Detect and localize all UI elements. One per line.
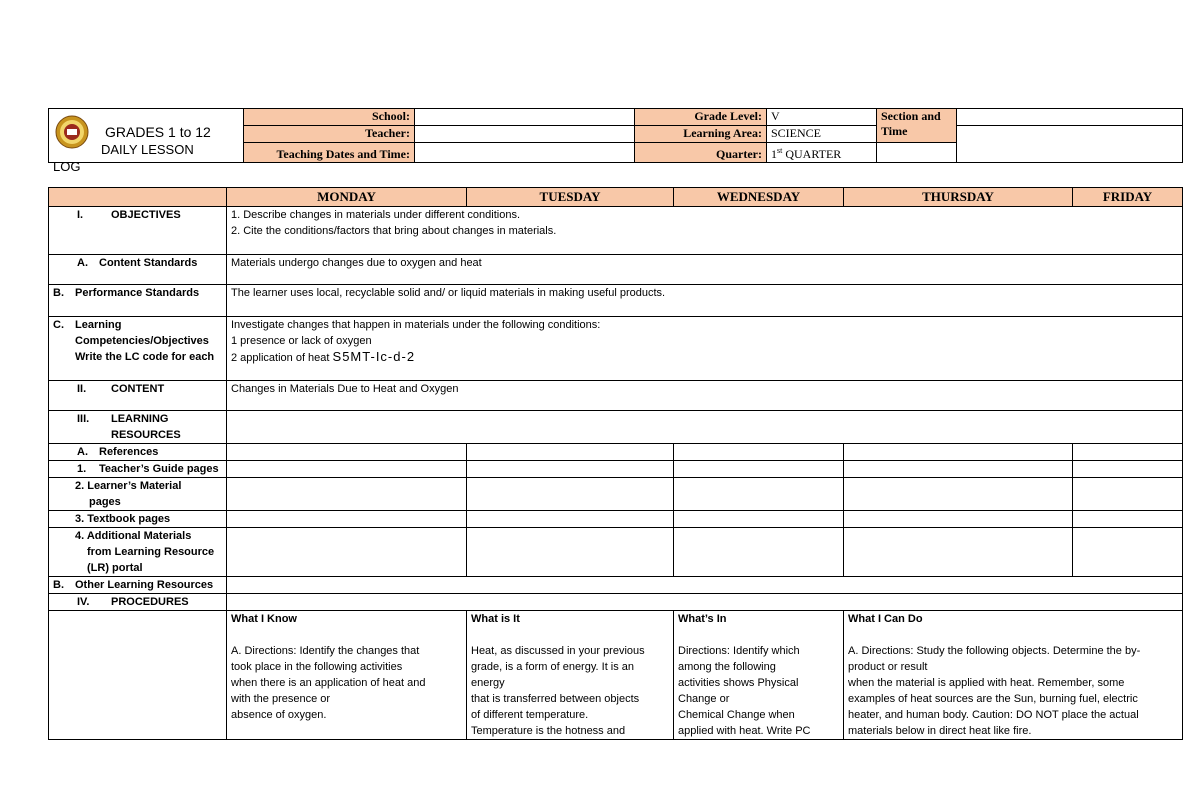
procedure-wednesday-line: among the following <box>678 661 776 673</box>
learning-resources-title-1: LEARNING <box>111 413 169 425</box>
references-title: References <box>99 446 159 458</box>
procedure-thursday-line: examples of heat sources are the Sun, burning fuel, electric <box>848 693 1138 705</box>
references-label <box>49 444 227 461</box>
performance-standards-number: B. <box>53 287 64 299</box>
procedure-wednesday-line: Directions: Identify which <box>678 645 800 657</box>
lm-wednesday[interactable] <box>674 478 844 511</box>
procedure-wednesday-line: Change or <box>678 693 730 705</box>
performance-standards-label <box>49 285 227 317</box>
content-standards-number: A. <box>77 257 88 269</box>
procedure-monday-title: What I Know <box>231 613 297 625</box>
teachers-guide-label <box>49 461 227 478</box>
other-resources-content[interactable] <box>227 577 1183 594</box>
learners-material-title-2: pages <box>89 496 121 508</box>
tg-wednesday[interactable] <box>674 461 844 478</box>
school-label: School: <box>244 109 415 126</box>
references-thursday[interactable] <box>844 444 1073 461</box>
additional-materials-title-2: from Learning Resource <box>87 546 215 558</box>
procedure-thursday-line: heater, and human body. Caution: DO NOT place the actual <box>848 709 1139 721</box>
teachers-guide-title: Teacher’s Guide pages <box>99 463 219 475</box>
tb-wednesday[interactable] <box>674 511 844 528</box>
procedure-tuesday[interactable] <box>467 611 674 740</box>
lm-friday[interactable] <box>1073 478 1183 511</box>
objectives-title: OBJECTIVES <box>111 209 181 221</box>
lc-line-3: 2 application of heat <box>231 352 333 364</box>
am-wednesday[interactable] <box>674 528 844 577</box>
tb-tuesday[interactable] <box>467 511 674 528</box>
procedure-monday-line: took place in the following activities <box>231 661 403 673</box>
lm-tuesday[interactable] <box>467 478 674 511</box>
learning-resources-content[interactable] <box>227 411 1183 444</box>
procedure-wednesday[interactable] <box>674 611 844 740</box>
quarter-suffix: st <box>777 146 783 155</box>
quarter-label: Quarter: <box>635 143 767 163</box>
day-header-monday: MONDAY <box>227 188 467 207</box>
teachers-guide-number: 1. <box>77 463 87 475</box>
content-standards-label <box>49 255 227 285</box>
additional-materials-title-3: (LR) portal <box>87 562 143 574</box>
procedure-tuesday-line: Temperature is the hotness and <box>471 725 626 737</box>
day-header-thursday: THURSDAY <box>844 188 1073 207</box>
day-header-corner <box>49 188 227 207</box>
learning-competencies-label <box>49 317 227 381</box>
procedure-thursday-line: materials below in direct heat like fire. <box>848 725 1032 737</box>
day-header-tuesday: TUESDAY <box>467 188 674 207</box>
procedure-wednesday-title: What’s In <box>678 613 727 625</box>
am-tuesday[interactable] <box>467 528 674 577</box>
references-tuesday[interactable] <box>467 444 674 461</box>
dll-title-block <box>49 109 244 174</box>
learning-resources-number: III. <box>77 413 90 425</box>
lc-code: S5MT-Ic-d-2 <box>332 349 416 364</box>
procedure-thursday-line: A. Directions: Study the following objects. Determine the by- <box>848 645 1141 657</box>
quarter-number: 1 <box>771 147 777 161</box>
teaching-dates-field[interactable] <box>415 143 635 163</box>
section-time-field[interactable] <box>957 109 1183 126</box>
tb-friday[interactable] <box>1073 511 1183 528</box>
procedure-step-label <box>49 611 227 740</box>
performance-standards-title: Performance Standards <box>75 287 200 299</box>
quarter-field[interactable] <box>767 143 877 163</box>
tg-tuesday[interactable] <box>467 461 674 478</box>
section-time-field-2[interactable] <box>957 126 1183 163</box>
learning-competencies-title-3: Write the LC code for each <box>75 351 215 363</box>
references-friday[interactable] <box>1073 444 1183 461</box>
procedures-title: PROCEDURES <box>111 596 189 608</box>
lc-line-1: Investigate changes that happen in materials under the following conditions: <box>231 319 601 331</box>
lm-thursday[interactable] <box>844 478 1073 511</box>
day-header-friday: FRIDAY <box>1073 188 1183 207</box>
additional-materials-title-1: 4. Additional Materials <box>75 530 192 542</box>
learners-material-title-1: 2. Learner’s Material <box>75 480 182 492</box>
procedure-thursday[interactable] <box>844 611 1183 740</box>
objectives-number: I. <box>77 209 84 221</box>
grade-level-label: Grade Level: <box>635 109 767 126</box>
learning-competencies-title-1: Learning <box>75 319 122 331</box>
procedure-thursday-line: product or result <box>848 661 928 673</box>
section-time-blank <box>877 143 957 163</box>
content-standards-title: Content Standards <box>99 257 198 269</box>
learning-competencies-title-2: Competencies/Objectives <box>75 335 209 347</box>
content-label <box>49 381 227 411</box>
procedure-monday-line: when there is an application of heat and <box>231 677 426 689</box>
learning-competencies-number: C. <box>53 319 64 331</box>
dll-title-line3: LOG <box>53 159 81 174</box>
procedure-monday[interactable] <box>227 611 467 740</box>
procedure-tuesday-title: What is It <box>471 613 520 625</box>
teacher-field[interactable] <box>415 126 635 143</box>
teaching-dates-label: Teaching Dates and Time: <box>244 143 415 163</box>
procedure-tuesday-line: of different temperature. <box>471 709 589 721</box>
tb-thursday[interactable] <box>844 511 1073 528</box>
content-number: II. <box>77 383 87 395</box>
other-resources-label <box>49 577 227 594</box>
lc-line-2: 1 presence or lack of oxygen <box>231 335 372 347</box>
tg-monday[interactable] <box>227 461 467 478</box>
teacher-label: Teacher: <box>244 126 415 143</box>
tb-monday[interactable] <box>227 511 467 528</box>
performance-standards-text[interactable]: The learner uses local, recyclable solid and/ or liquid materials in making useful products. <box>227 285 1183 317</box>
procedure-wednesday-line: activities shows Physical <box>678 677 799 689</box>
lesson-log-table <box>48 187 1183 740</box>
lm-monday[interactable] <box>227 478 467 511</box>
references-monday[interactable] <box>227 444 467 461</box>
procedure-wednesday-line: Chemical Change when <box>678 709 795 721</box>
section-time-label: Section and Time <box>877 109 957 143</box>
references-wednesday[interactable] <box>674 444 844 461</box>
procedure-tuesday-line: Heat, as discussed in your previous <box>471 645 645 657</box>
other-resources-number: B. <box>53 579 64 591</box>
references-number: A. <box>77 446 88 458</box>
am-thursday[interactable] <box>844 528 1073 577</box>
am-friday[interactable] <box>1073 528 1183 577</box>
grade-level-field[interactable]: V <box>767 109 877 126</box>
day-header-wednesday: WEDNESDAY <box>674 188 844 207</box>
objectives-content[interactable] <box>227 207 1183 255</box>
objective-1: 1. Describe changes in materials under different conditions. <box>231 209 521 221</box>
procedure-wednesday-line: applied with heat. Write PC <box>678 725 811 737</box>
procedure-tuesday-line: energy <box>471 677 505 689</box>
header-table <box>48 108 1183 174</box>
quarter-text: QUARTER <box>782 147 842 161</box>
dll-title-line1: GRADES 1 to 12 <box>105 124 211 140</box>
textbook-pages-label: 3. Textbook pages <box>49 511 227 528</box>
procedure-monday-line: absence of oxygen. <box>231 709 327 721</box>
learning-resources-label <box>49 411 227 444</box>
procedure-thursday-title: What I Can Do <box>848 613 923 625</box>
procedure-tuesday-line: that is transferred between objects <box>471 693 640 705</box>
content-title: CONTENT <box>111 383 165 395</box>
tg-friday[interactable] <box>1073 461 1183 478</box>
dll-title-line2: DAILY LESSON <box>101 142 194 157</box>
learning-competencies-text[interactable] <box>227 317 1183 381</box>
procedure-monday-line: A. Directions: Identify the changes that <box>231 645 420 657</box>
other-resources-title: Other Learning Resources <box>75 579 214 591</box>
learning-area-label: Learning Area: <box>635 126 767 143</box>
learning-area-field[interactable]: SCIENCE <box>767 126 877 143</box>
procedures-number: IV. <box>77 596 90 608</box>
objective-2: 2. Cite the conditions/factors that bring about changes in materials. <box>231 225 557 237</box>
content-standards-text[interactable]: Materials undergo changes due to oxygen and heat <box>227 255 1183 285</box>
procedure-tuesday-line: grade, is a form of energy. It is an <box>471 661 635 673</box>
procedure-monday-line: with the presence or <box>231 693 331 705</box>
additional-materials-label <box>49 528 227 577</box>
am-monday[interactable] <box>227 528 467 577</box>
learners-material-label <box>49 478 227 511</box>
learning-resources-title-2: RESOURCES <box>111 429 181 441</box>
tg-thursday[interactable] <box>844 461 1073 478</box>
procedures-label <box>49 594 227 611</box>
objectives-label <box>49 207 227 255</box>
procedure-thursday-line: when the material is applied with heat. Remember, some <box>848 677 1125 689</box>
school-field[interactable] <box>415 109 635 126</box>
deped-seal-icon <box>55 115 89 149</box>
procedures-content[interactable] <box>227 594 1183 611</box>
content-text[interactable]: Changes in Materials Due to Heat and Oxygen <box>227 381 1183 411</box>
